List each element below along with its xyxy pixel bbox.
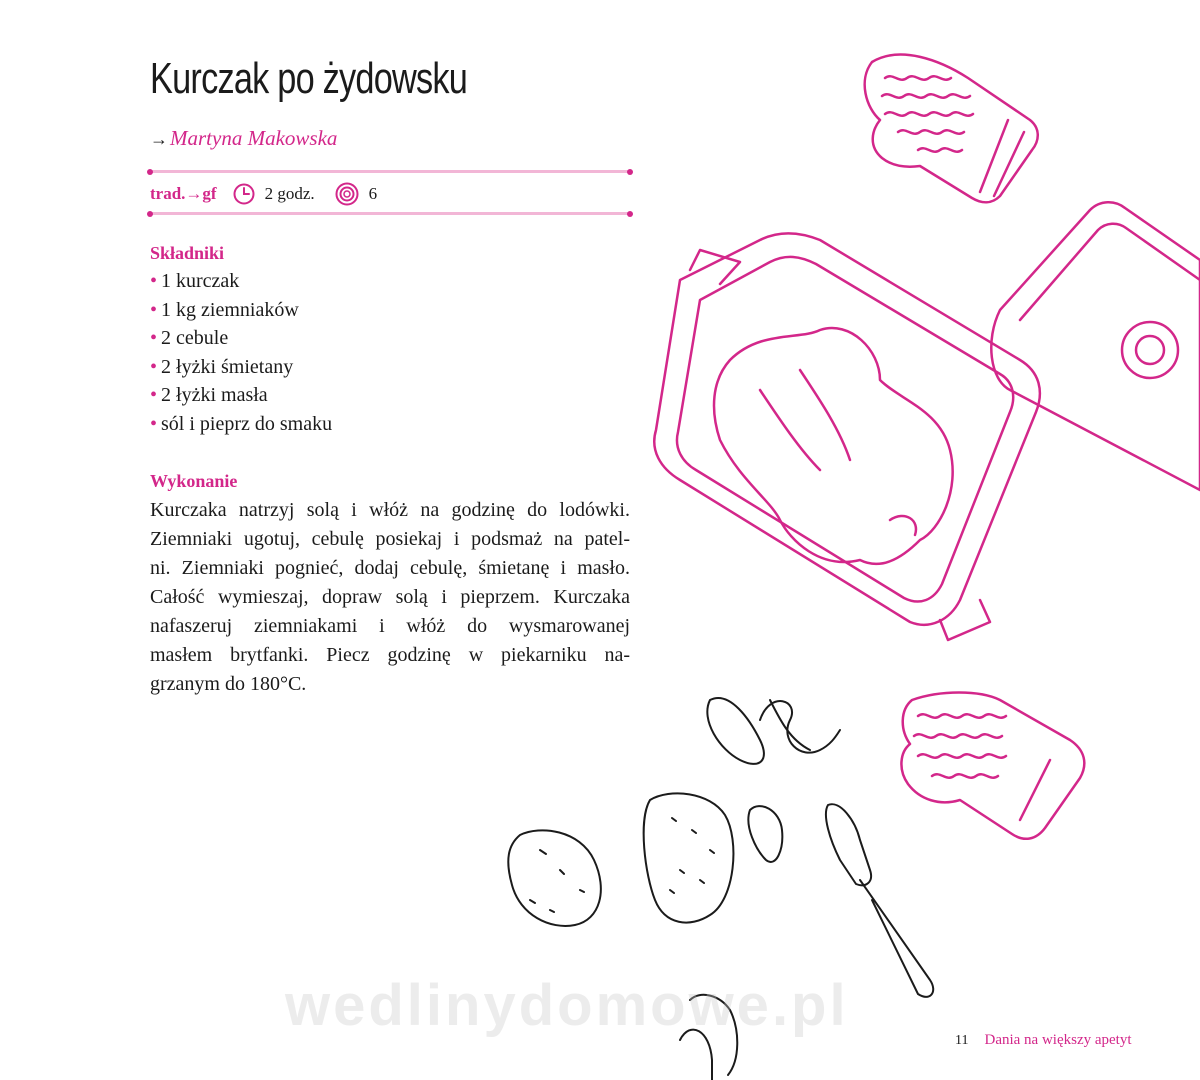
- ingredient-item: • 2 cebule: [150, 327, 229, 350]
- method-heading: Wykonanie: [150, 471, 238, 491]
- ingredients-heading: Składniki: [150, 243, 225, 263]
- page-number: 11: [955, 1032, 969, 1048]
- recipe-title: Kurczak po żydowsku: [150, 54, 468, 103]
- author-arrow: →: [150, 129, 168, 149]
- page-footer: [955, 1032, 1132, 1049]
- oven-mitt-top-icon: [865, 55, 1038, 203]
- ingredient-item: • 1 kg ziemniaków: [150, 298, 299, 321]
- method-line: Kurczaka natrzyj solą i włóż na godzinę do lodówki.: [150, 499, 630, 521]
- potato-icon: [508, 793, 733, 926]
- method-line: Ziemniaki ugotuj, cebulę posiekaj i podsmaż na patel-: [150, 528, 630, 550]
- method-line: masłem brytfanki. Piecz godzinę w piekarniku na-: [150, 644, 630, 666]
- potato-peel-icon: [707, 698, 840, 862]
- time-value: 2 godz.: [264, 184, 315, 203]
- ingredient-item: • 2 łyżki śmietany: [150, 355, 294, 378]
- roasting-pan-icon: [654, 233, 1040, 640]
- oven-mitt-bottom-icon: [901, 693, 1084, 839]
- method-line: ni. Ziemniaki pognieć, dodaj cebulę, śmietanę i masło.: [150, 557, 630, 579]
- author-name: Martyna Makowska: [170, 126, 338, 150]
- diet-label: trad.→gf: [150, 184, 217, 203]
- method-line: Całość wymieszaj, dopraw solą i pieprzem. Kurczaka: [150, 586, 630, 608]
- servings-value: 6: [368, 184, 378, 203]
- ingredient-item: • 2 łyżki masła: [150, 384, 268, 407]
- ingredient-item: • sól i pieprz do smaku: [150, 412, 333, 435]
- method-line: nafaszeruj ziemniakami i włóż do wysmarowanej: [150, 615, 630, 637]
- chicken-icon: [714, 328, 953, 564]
- method-line: grzanym do 180°C.: [150, 673, 307, 695]
- ingredient-item: • 1 kurczak: [150, 270, 240, 292]
- section-name: Dania na większy apetyt: [984, 1032, 1132, 1048]
- watermark: wedlinydomowe.pl: [285, 973, 849, 1038]
- peeler-icon: [826, 804, 933, 997]
